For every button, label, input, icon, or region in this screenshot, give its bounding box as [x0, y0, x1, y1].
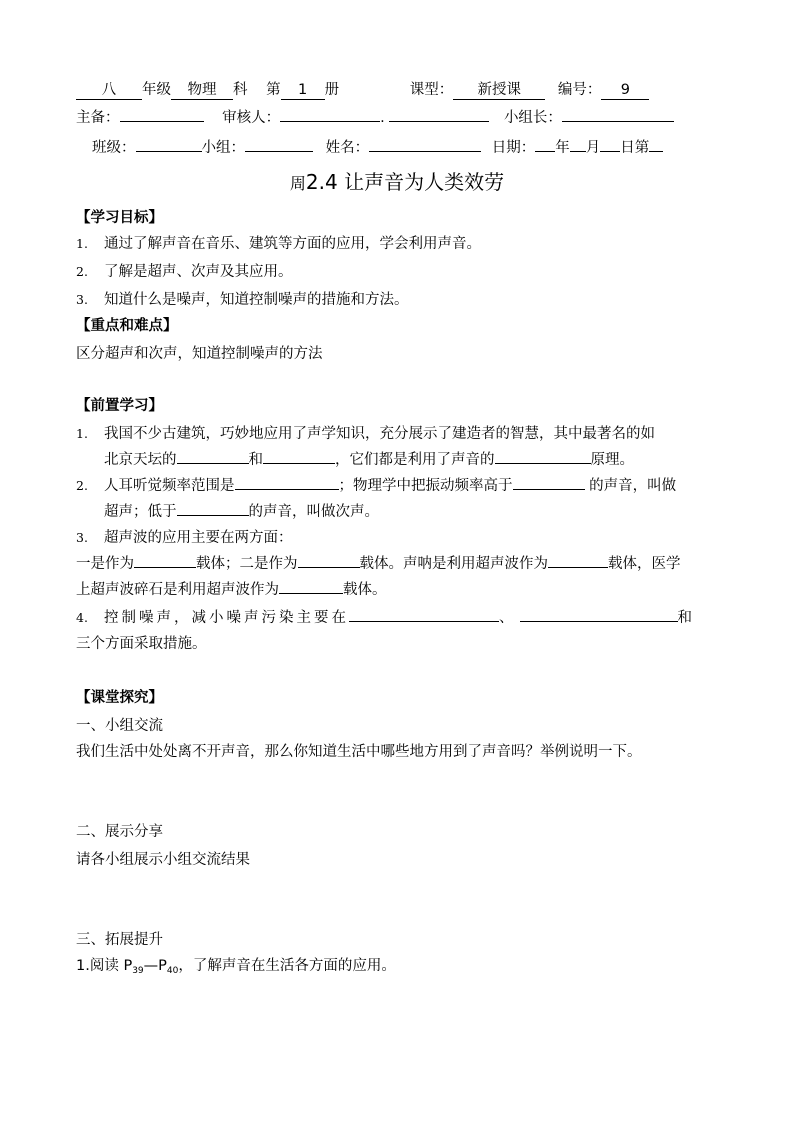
book-value[interactable]: 1: [281, 81, 325, 100]
pre-q1-line-2: [104, 450, 634, 470]
type-value[interactable]: 新授课: [453, 81, 545, 100]
section-2-text: 请各小组展示小组交流结果: [76, 852, 250, 868]
year-field[interactable]: [535, 151, 555, 152]
dot: .: [380, 110, 385, 126]
leader-field[interactable]: [562, 121, 674, 122]
grade-value[interactable]: 八: [76, 81, 142, 100]
day-label: 日第: [620, 140, 650, 156]
month-label: 月: [585, 140, 601, 156]
subject-value[interactable]: 物理: [171, 81, 233, 100]
key-text: 区分超声和次声，知道控制噪声的方法: [76, 346, 323, 362]
subject-label: 科: [233, 82, 248, 98]
blank-field[interactable]: [349, 621, 499, 622]
blank-field[interactable]: [298, 567, 360, 568]
q-number: 1.: [76, 426, 88, 441]
goal-text: 了解是超声、次声及其应用。: [104, 264, 293, 280]
section-1-title: 一、小组交流: [76, 718, 163, 734]
pre-q1-line-1: [76, 424, 655, 444]
book-suffix: 册: [324, 82, 340, 98]
pre-q3-line-3: [76, 580, 387, 600]
goals-heading: 【学习目标】: [76, 210, 163, 226]
writer-label: 主备：: [76, 110, 120, 126]
q-number: 4.: [76, 610, 88, 625]
blank-field[interactable]: [513, 489, 585, 490]
title-text: 2.4 让声音为人类效劳: [305, 170, 505, 194]
q1-text: ，它们都是利用了声音的: [335, 452, 495, 468]
year-label: 年: [555, 140, 570, 156]
goal-number: 1.: [76, 236, 88, 251]
reviewer-label: 审核人：: [222, 110, 281, 126]
q2-text: 的声音，叫做: [589, 478, 677, 494]
group-field[interactable]: [245, 151, 313, 152]
class-label: 班级：: [92, 140, 136, 156]
reviewer-field[interactable]: [280, 121, 380, 122]
class-field[interactable]: [136, 151, 202, 152]
blank-field[interactable]: [495, 463, 591, 464]
goal-item: [76, 262, 293, 282]
item-text: 阅读 P: [89, 958, 133, 974]
explore-heading: 【课堂探究】: [76, 690, 163, 706]
header-line-1: [76, 80, 649, 100]
goal-number: 2.: [76, 264, 88, 279]
q2-text: 超声；低于: [104, 504, 177, 520]
q3-text: 载体。: [343, 582, 387, 598]
book-prefix: 第: [266, 82, 281, 98]
month-field[interactable]: [570, 151, 586, 152]
section-3-title: 三、拓展提升: [76, 932, 163, 948]
q3-text: 载体；二是作为: [196, 556, 298, 572]
page-title: [0, 168, 794, 198]
blank-field[interactable]: [235, 489, 339, 490]
q3-text: 一是作为: [76, 556, 134, 572]
q-number: 2.: [76, 478, 88, 493]
q1-text: 和: [248, 452, 263, 468]
name-label: 姓名：: [325, 140, 370, 156]
key-heading: 【重点和难点】: [76, 318, 178, 334]
q1-text: 原理。: [590, 452, 634, 468]
goal-text: 知道什么是噪声，知道控制噪声的措施和方法。: [104, 292, 409, 308]
item-number: 1.: [76, 958, 90, 974]
section-2-title: 二、展示分享: [76, 824, 163, 840]
item-text: ，了解声音在生活各方面的应用。: [178, 958, 396, 974]
q3-text: 载体。声呐是利用超声波作为: [359, 556, 548, 572]
leader-label: 小组长：: [503, 110, 562, 126]
pre-q2-line-2: [104, 502, 379, 522]
page-subscript: 39: [132, 966, 144, 976]
blank-field[interactable]: [279, 593, 343, 594]
type-label: 课型：: [409, 82, 454, 98]
pre-heading: 【前置学习】: [76, 398, 163, 414]
pre-q4-line-1: [76, 608, 692, 628]
q2-text: 人耳听觉频率范围是: [104, 478, 235, 494]
name-field[interactable]: [369, 151, 481, 152]
q3-text: 载体，医学: [608, 556, 681, 572]
blank-field[interactable]: [134, 567, 196, 568]
goal-item: [76, 290, 409, 310]
goal-text: 通过了解声音在音乐、建筑等方面的应用，学会利用声音。: [104, 236, 481, 252]
pre-q2-line-1: [76, 476, 676, 496]
q4-text: 和: [677, 610, 692, 626]
q1-text: 我国不少古建筑，巧妙地应用了声学知识，充分展示了建造者的智慧，其中最著名的如: [104, 426, 655, 442]
grade-label: 年级: [142, 82, 171, 98]
number-label: 编号：: [557, 82, 602, 98]
section-1-text: 我们生活中处处离不开声音，那么你知道生活中哪些地方用到了声音吗？举例说明一下。: [76, 744, 642, 760]
blank-field[interactable]: [177, 463, 249, 464]
q-number: 3.: [76, 530, 88, 545]
q2-text: 的声音，叫做次声。: [248, 504, 379, 520]
q2-text: ；物理学中把振动频率高于: [338, 478, 513, 494]
number-value[interactable]: 9: [601, 81, 649, 100]
q3-text: 超声波的应用主要在两方面：: [104, 530, 293, 546]
q1-text: 北京天坛的: [104, 452, 177, 468]
writer-field[interactable]: [120, 121, 204, 122]
header-line-3: [92, 138, 663, 158]
blank-field[interactable]: [177, 515, 249, 516]
blank-field[interactable]: [520, 621, 678, 622]
q4-text: 、: [499, 610, 514, 626]
item-text: —P: [143, 958, 167, 974]
week-label: 周: [289, 174, 306, 193]
page-subscript: 40: [166, 966, 179, 976]
header-line-2: [76, 108, 674, 128]
pre-q4-line-2: 三个方面采取措施。: [76, 636, 207, 652]
q4-text: 控制噪声，减小噪声污染主要在: [104, 610, 349, 626]
goal-item: [76, 234, 481, 254]
pre-q3-line-1: [76, 528, 293, 548]
q3-text: 上超声波碎石是利用超声波作为: [76, 582, 279, 598]
section-3-item: [76, 956, 396, 981]
reviewer-field-2[interactable]: [389, 121, 489, 122]
date-label: 日期：: [491, 140, 536, 156]
group-label: 小组：: [201, 140, 245, 156]
blank-field[interactable]: [548, 567, 608, 568]
blank-field[interactable]: [263, 463, 335, 464]
goal-number: 3.: [76, 292, 88, 307]
pre-q3-line-2: [76, 554, 681, 574]
week-field[interactable]: [649, 151, 663, 152]
day-field[interactable]: [600, 151, 620, 152]
